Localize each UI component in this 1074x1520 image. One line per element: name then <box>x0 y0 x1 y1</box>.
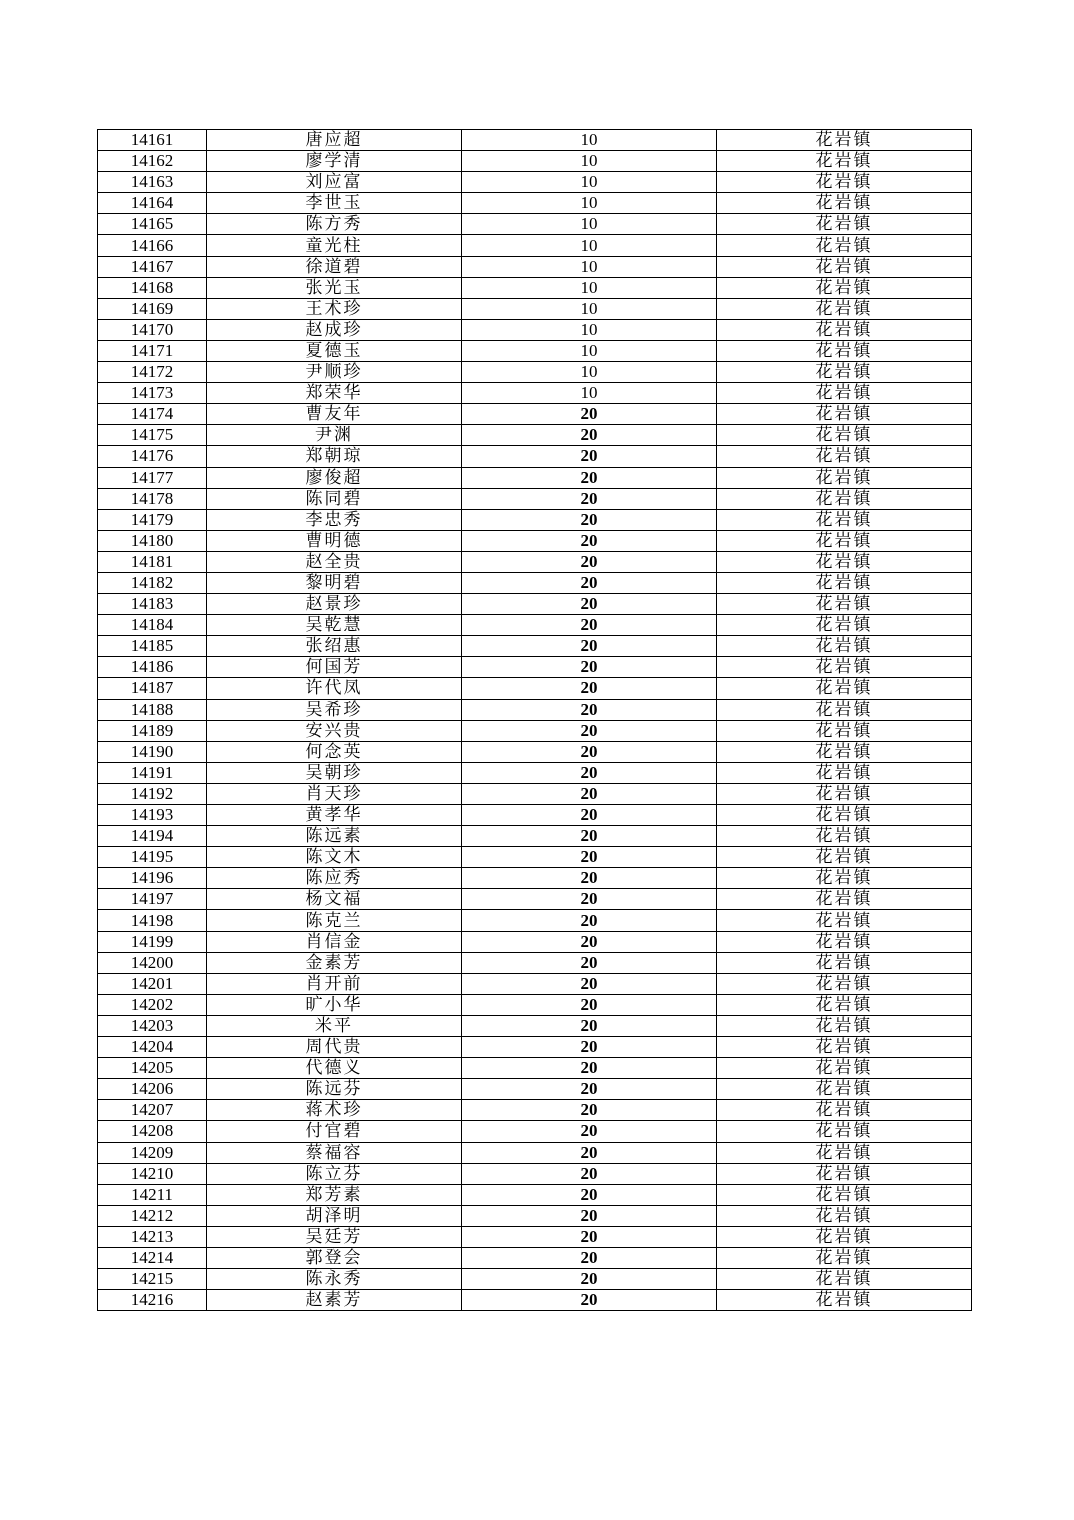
amount-cell: 20 <box>462 467 717 488</box>
amount-cell: 20 <box>462 551 717 572</box>
amount-cell: 20 <box>462 446 717 467</box>
row-id-cell: 14180 <box>98 530 207 551</box>
amount-cell: 20 <box>462 1142 717 1163</box>
amount-cell: 10 <box>462 130 717 151</box>
town-cell: 花岩镇 <box>717 1184 972 1205</box>
town-cell: 花岩镇 <box>717 1226 972 1247</box>
table-row <box>98 362 972 383</box>
amount-cell: 10 <box>462 214 717 235</box>
table-row <box>98 256 972 277</box>
town-cell: 花岩镇 <box>717 488 972 509</box>
table-row <box>98 572 972 593</box>
amount-cell: 20 <box>462 994 717 1015</box>
row-id-cell: 14182 <box>98 572 207 593</box>
town-cell: 花岩镇 <box>717 973 972 994</box>
name-cell: 蒋术珍 <box>207 1100 462 1121</box>
town-cell: 花岩镇 <box>717 235 972 256</box>
table-row <box>98 404 972 425</box>
amount-cell: 20 <box>462 973 717 994</box>
row-id-cell: 14201 <box>98 973 207 994</box>
name-cell: 廖俊超 <box>207 467 462 488</box>
row-id-cell: 14207 <box>98 1100 207 1121</box>
amount-cell: 20 <box>462 1100 717 1121</box>
town-cell: 花岩镇 <box>717 678 972 699</box>
town-cell: 花岩镇 <box>717 298 972 319</box>
amount-cell: 10 <box>462 298 717 319</box>
amount-cell: 20 <box>462 1079 717 1100</box>
name-cell: 黄孝华 <box>207 805 462 826</box>
row-id-cell: 14216 <box>98 1290 207 1311</box>
table-row <box>98 277 972 298</box>
row-id-cell: 14199 <box>98 931 207 952</box>
table-row <box>98 1184 972 1205</box>
row-id-cell: 14205 <box>98 1058 207 1079</box>
amount-cell: 10 <box>462 277 717 298</box>
town-cell: 花岩镇 <box>717 362 972 383</box>
amount-cell: 20 <box>462 1269 717 1290</box>
table-row <box>98 425 972 446</box>
row-id-cell: 14166 <box>98 235 207 256</box>
town-cell: 花岩镇 <box>717 509 972 530</box>
name-cell: 李世玉 <box>207 193 462 214</box>
town-cell: 花岩镇 <box>717 699 972 720</box>
amount-cell: 10 <box>462 256 717 277</box>
town-cell: 花岩镇 <box>717 446 972 467</box>
name-cell: 肖天珍 <box>207 783 462 804</box>
data-table <box>97 129 972 1311</box>
town-cell: 花岩镇 <box>717 214 972 235</box>
name-cell: 郑芳素 <box>207 1184 462 1205</box>
name-cell: 赵全贵 <box>207 551 462 572</box>
name-cell: 肖信金 <box>207 931 462 952</box>
table-row <box>98 340 972 361</box>
town-cell: 花岩镇 <box>717 551 972 572</box>
name-cell: 陈永秀 <box>207 1269 462 1290</box>
name-cell: 陈应秀 <box>207 868 462 889</box>
amount-cell: 20 <box>462 868 717 889</box>
amount-cell: 20 <box>462 1184 717 1205</box>
table-row <box>98 1226 972 1247</box>
town-cell: 花岩镇 <box>717 741 972 762</box>
name-cell: 赵成珍 <box>207 319 462 340</box>
table-row <box>98 1100 972 1121</box>
name-cell: 安兴贵 <box>207 720 462 741</box>
town-cell: 花岩镇 <box>717 1142 972 1163</box>
town-cell: 花岩镇 <box>717 720 972 741</box>
name-cell: 廖学清 <box>207 151 462 172</box>
table-row <box>98 488 972 509</box>
table-row <box>98 1142 972 1163</box>
town-cell: 花岩镇 <box>717 762 972 783</box>
amount-cell: 20 <box>462 1205 717 1226</box>
amount-cell: 20 <box>462 425 717 446</box>
table-row <box>98 1015 972 1036</box>
row-id-cell: 14212 <box>98 1205 207 1226</box>
row-id-cell: 14169 <box>98 298 207 319</box>
name-cell: 陈远素 <box>207 826 462 847</box>
amount-cell: 20 <box>462 1121 717 1142</box>
amount-cell: 20 <box>462 530 717 551</box>
town-cell: 花岩镇 <box>717 425 972 446</box>
table-row <box>98 509 972 530</box>
name-cell: 尹渊 <box>207 425 462 446</box>
table-row <box>98 1121 972 1142</box>
name-cell: 付官碧 <box>207 1121 462 1142</box>
table-row <box>98 530 972 551</box>
row-id-cell: 14209 <box>98 1142 207 1163</box>
amount-cell: 20 <box>462 826 717 847</box>
amount-cell: 10 <box>462 172 717 193</box>
table-row <box>98 805 972 826</box>
name-cell: 郑朝琼 <box>207 446 462 467</box>
amount-cell: 20 <box>462 720 717 741</box>
table-row <box>98 151 972 172</box>
table-row <box>98 741 972 762</box>
table-row <box>98 1058 972 1079</box>
town-cell: 花岩镇 <box>717 1247 972 1268</box>
name-cell: 童光柱 <box>207 235 462 256</box>
row-id-cell: 14192 <box>98 783 207 804</box>
town-cell: 花岩镇 <box>717 615 972 636</box>
table-row <box>98 130 972 151</box>
name-cell: 胡泽明 <box>207 1205 462 1226</box>
table-row <box>98 847 972 868</box>
table-row <box>98 657 972 678</box>
name-cell: 郑荣华 <box>207 383 462 404</box>
table-row <box>98 973 972 994</box>
town-cell: 花岩镇 <box>717 952 972 973</box>
name-cell: 张光玉 <box>207 277 462 298</box>
name-cell: 吴希珍 <box>207 699 462 720</box>
amount-cell: 20 <box>462 1226 717 1247</box>
amount-cell: 10 <box>462 151 717 172</box>
table-row <box>98 235 972 256</box>
amount-cell: 10 <box>462 235 717 256</box>
amount-cell: 20 <box>462 1247 717 1268</box>
name-cell: 陈克兰 <box>207 910 462 931</box>
amount-cell: 20 <box>462 657 717 678</box>
name-cell: 肖开前 <box>207 973 462 994</box>
town-cell: 花岩镇 <box>717 1015 972 1036</box>
amount-cell: 20 <box>462 805 717 826</box>
name-cell: 唐应超 <box>207 130 462 151</box>
amount-cell: 20 <box>462 952 717 973</box>
row-id-cell: 14198 <box>98 910 207 931</box>
table-row <box>98 551 972 572</box>
table-row <box>98 826 972 847</box>
town-cell: 花岩镇 <box>717 530 972 551</box>
row-id-cell: 14184 <box>98 615 207 636</box>
row-id-cell: 14193 <box>98 805 207 826</box>
name-cell: 陈立芬 <box>207 1163 462 1184</box>
amount-cell: 10 <box>462 362 717 383</box>
row-id-cell: 14197 <box>98 889 207 910</box>
row-id-cell: 14213 <box>98 1226 207 1247</box>
table-row <box>98 762 972 783</box>
amount-cell: 20 <box>462 1290 717 1311</box>
town-cell: 花岩镇 <box>717 931 972 952</box>
town-cell: 花岩镇 <box>717 847 972 868</box>
amount-cell: 20 <box>462 741 717 762</box>
town-cell: 花岩镇 <box>717 172 972 193</box>
name-cell: 曹明德 <box>207 530 462 551</box>
town-cell: 花岩镇 <box>717 404 972 425</box>
name-cell: 夏德玉 <box>207 340 462 361</box>
amount-cell: 20 <box>462 889 717 910</box>
row-id-cell: 14171 <box>98 340 207 361</box>
row-id-cell: 14210 <box>98 1163 207 1184</box>
table-row <box>98 446 972 467</box>
name-cell: 李忠秀 <box>207 509 462 530</box>
town-cell: 花岩镇 <box>717 994 972 1015</box>
table-row <box>98 636 972 657</box>
town-cell: 花岩镇 <box>717 193 972 214</box>
town-cell: 花岩镇 <box>717 256 972 277</box>
town-cell: 花岩镇 <box>717 1121 972 1142</box>
name-cell: 陈同碧 <box>207 488 462 509</box>
row-id-cell: 14194 <box>98 826 207 847</box>
town-cell: 花岩镇 <box>717 636 972 657</box>
amount-cell: 20 <box>462 488 717 509</box>
row-id-cell: 14186 <box>98 657 207 678</box>
name-cell: 王术珍 <box>207 298 462 319</box>
table-row <box>98 214 972 235</box>
amount-cell: 20 <box>462 678 717 699</box>
table-row <box>98 467 972 488</box>
row-id-cell: 14175 <box>98 425 207 446</box>
name-cell: 陈方秀 <box>207 214 462 235</box>
town-cell: 花岩镇 <box>717 1079 972 1100</box>
table-row <box>98 1079 972 1100</box>
town-cell: 花岩镇 <box>717 1290 972 1311</box>
row-id-cell: 14170 <box>98 319 207 340</box>
row-id-cell: 14202 <box>98 994 207 1015</box>
town-cell: 花岩镇 <box>717 1100 972 1121</box>
amount-cell: 20 <box>462 636 717 657</box>
table-row <box>98 615 972 636</box>
row-id-cell: 14187 <box>98 678 207 699</box>
amount-cell: 20 <box>462 699 717 720</box>
amount-cell: 20 <box>462 1037 717 1058</box>
table-row <box>98 868 972 889</box>
table-row <box>98 889 972 910</box>
name-cell: 蔡福容 <box>207 1142 462 1163</box>
table-row <box>98 298 972 319</box>
town-cell: 花岩镇 <box>717 889 972 910</box>
town-cell: 花岩镇 <box>717 383 972 404</box>
row-id-cell: 14204 <box>98 1037 207 1058</box>
town-cell: 花岩镇 <box>717 826 972 847</box>
table-row <box>98 383 972 404</box>
table-row <box>98 1290 972 1311</box>
table-row <box>98 1247 972 1268</box>
town-cell: 花岩镇 <box>717 783 972 804</box>
town-cell: 花岩镇 <box>717 805 972 826</box>
table-row <box>98 1269 972 1290</box>
table-row <box>98 1037 972 1058</box>
name-cell: 杨文福 <box>207 889 462 910</box>
amount-cell: 20 <box>462 594 717 615</box>
name-cell: 何国芳 <box>207 657 462 678</box>
amount-cell: 20 <box>462 1015 717 1036</box>
town-cell: 花岩镇 <box>717 572 972 593</box>
name-cell: 吴廷芳 <box>207 1226 462 1247</box>
amount-cell: 10 <box>462 340 717 361</box>
table-row <box>98 699 972 720</box>
amount-cell: 20 <box>462 404 717 425</box>
table-row <box>98 319 972 340</box>
name-cell: 吴乾慧 <box>207 615 462 636</box>
name-cell: 金素芳 <box>207 952 462 973</box>
town-cell: 花岩镇 <box>717 467 972 488</box>
name-cell: 赵景珍 <box>207 594 462 615</box>
row-id-cell: 14177 <box>98 467 207 488</box>
name-cell: 米平 <box>207 1015 462 1036</box>
town-cell: 花岩镇 <box>717 1037 972 1058</box>
row-id-cell: 14174 <box>98 404 207 425</box>
row-id-cell: 14188 <box>98 699 207 720</box>
amount-cell: 20 <box>462 847 717 868</box>
row-id-cell: 14215 <box>98 1269 207 1290</box>
row-id-cell: 14196 <box>98 868 207 889</box>
table-row <box>98 172 972 193</box>
town-cell: 花岩镇 <box>717 319 972 340</box>
table-row <box>98 994 972 1015</box>
row-id-cell: 14214 <box>98 1247 207 1268</box>
row-id-cell: 14200 <box>98 952 207 973</box>
table-row <box>98 783 972 804</box>
row-id-cell: 14185 <box>98 636 207 657</box>
name-cell: 赵素芳 <box>207 1290 462 1311</box>
row-id-cell: 14211 <box>98 1184 207 1205</box>
town-cell: 花岩镇 <box>717 657 972 678</box>
row-id-cell: 14195 <box>98 847 207 868</box>
row-id-cell: 14167 <box>98 256 207 277</box>
row-id-cell: 14165 <box>98 214 207 235</box>
amount-cell: 10 <box>462 319 717 340</box>
table-row <box>98 931 972 952</box>
town-cell: 花岩镇 <box>717 340 972 361</box>
row-id-cell: 14162 <box>98 151 207 172</box>
name-cell: 周代贵 <box>207 1037 462 1058</box>
table-body <box>98 130 972 1311</box>
amount-cell: 10 <box>462 383 717 404</box>
name-cell: 旷小华 <box>207 994 462 1015</box>
amount-cell: 20 <box>462 910 717 931</box>
table-row <box>98 678 972 699</box>
name-cell: 陈远芬 <box>207 1079 462 1100</box>
row-id-cell: 14163 <box>98 172 207 193</box>
name-cell: 何念英 <box>207 741 462 762</box>
name-cell: 黎明碧 <box>207 572 462 593</box>
table-row <box>98 193 972 214</box>
name-cell: 许代凤 <box>207 678 462 699</box>
town-cell: 花岩镇 <box>717 910 972 931</box>
row-id-cell: 14190 <box>98 741 207 762</box>
table-row <box>98 910 972 931</box>
town-cell: 花岩镇 <box>717 1058 972 1079</box>
name-cell: 徐道碧 <box>207 256 462 277</box>
name-cell: 刘应富 <box>207 172 462 193</box>
amount-cell: 20 <box>462 509 717 530</box>
town-cell: 花岩镇 <box>717 1269 972 1290</box>
table-row <box>98 720 972 741</box>
town-cell: 花岩镇 <box>717 594 972 615</box>
row-id-cell: 14183 <box>98 594 207 615</box>
row-id-cell: 14178 <box>98 488 207 509</box>
row-id-cell: 14176 <box>98 446 207 467</box>
row-id-cell: 14203 <box>98 1015 207 1036</box>
row-id-cell: 14161 <box>98 130 207 151</box>
row-id-cell: 14164 <box>98 193 207 214</box>
amount-cell: 20 <box>462 931 717 952</box>
name-cell: 尹顺珍 <box>207 362 462 383</box>
name-cell: 代德义 <box>207 1058 462 1079</box>
town-cell: 花岩镇 <box>717 130 972 151</box>
town-cell: 花岩镇 <box>717 277 972 298</box>
amount-cell: 10 <box>462 193 717 214</box>
row-id-cell: 14189 <box>98 720 207 741</box>
table-row <box>98 952 972 973</box>
amount-cell: 20 <box>462 1163 717 1184</box>
name-cell: 吴朝珍 <box>207 762 462 783</box>
row-id-cell: 14181 <box>98 551 207 572</box>
row-id-cell: 14191 <box>98 762 207 783</box>
town-cell: 花岩镇 <box>717 1163 972 1184</box>
row-id-cell: 14172 <box>98 362 207 383</box>
name-cell: 张绍惠 <box>207 636 462 657</box>
row-id-cell: 14208 <box>98 1121 207 1142</box>
row-id-cell: 14168 <box>98 277 207 298</box>
amount-cell: 20 <box>462 572 717 593</box>
row-id-cell: 14173 <box>98 383 207 404</box>
amount-cell: 20 <box>462 1058 717 1079</box>
name-cell: 郭登会 <box>207 1247 462 1268</box>
table-row <box>98 1205 972 1226</box>
table-row <box>98 594 972 615</box>
name-cell: 陈文木 <box>207 847 462 868</box>
name-cell: 曹友年 <box>207 404 462 425</box>
row-id-cell: 14206 <box>98 1079 207 1100</box>
town-cell: 花岩镇 <box>717 1205 972 1226</box>
town-cell: 花岩镇 <box>717 151 972 172</box>
amount-cell: 20 <box>462 762 717 783</box>
table-row <box>98 1163 972 1184</box>
town-cell: 花岩镇 <box>717 868 972 889</box>
amount-cell: 20 <box>462 615 717 636</box>
amount-cell: 20 <box>462 783 717 804</box>
row-id-cell: 14179 <box>98 509 207 530</box>
